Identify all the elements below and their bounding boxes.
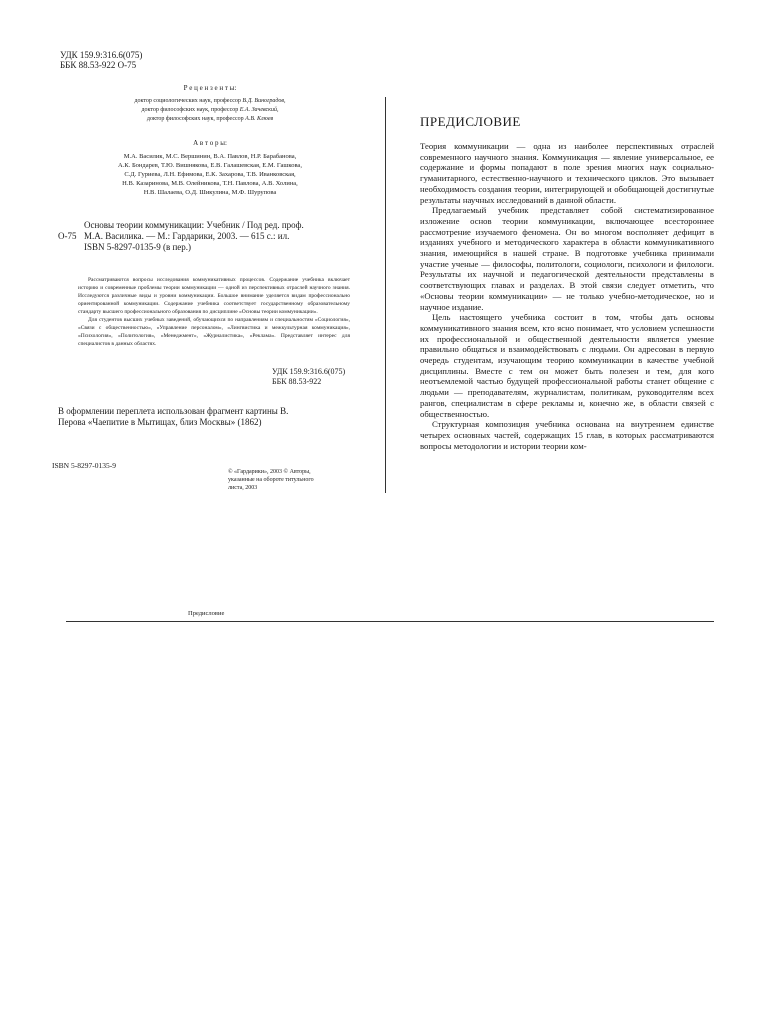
annotation-paragraph: Рассматриваются вопросы исследования коммуникативных процессов. Содержание учебника включает историю и современные проблемы теории коммуникации — одной из перспективных отраслей научного знания. Исследуются различные виды и уровни коммуникации. Большое внимание уделяется видам профессионально ориентированной коммуникации. Содержание учебника соответствует государственному образовательному стандарту высшего профессионального образования по дисциплине «Основы теории коммуникации». bbox=[78, 277, 350, 315]
cover-note bbox=[58, 406, 358, 428]
annotation bbox=[78, 276, 350, 348]
page-divider bbox=[385, 97, 386, 493]
reviewer-name: Е.А. Зачевский, bbox=[239, 107, 279, 113]
authors-heading: А в т о р ы: bbox=[193, 139, 227, 147]
reviewer-line bbox=[60, 97, 360, 106]
cover-note-line: В оформлении переплета использован фрагмент картины В. bbox=[58, 406, 289, 416]
annotation-paragraph: Для студентов высших учебных заведений, обучающихся по направлениям и специальностям «Социология», «Связи с общественностью», «Управление персоналом», «Лингвистика и межкультурная коммуникация», «Психология», «Политология», «Менеджмент», «Журналистика», «Реклама». Представляет интерес для специалистов в данных областях. bbox=[78, 317, 350, 347]
authors-line: А.К. Бондарев, Т.Ю. Вишнякова, Е.В. Галашевская, Е.М. Гашкова, bbox=[118, 162, 302, 169]
preface-paragraph: Структурная композиция учебника основана на внутреннем единстве четырех основных частей, содержащих 15 глав, в которых рассматриваются вопросы методологии и истории теории ком- bbox=[420, 419, 714, 451]
authors-line: М.А. Василик, М.С. Вершинин, В.А. Павлов, Н.Р. Барабанова, bbox=[123, 153, 297, 160]
biblio-title-line: Основы теории коммуникации: Учебник / Под ред. проф. bbox=[84, 220, 304, 230]
authors-list bbox=[70, 152, 350, 197]
reviewer-line bbox=[60, 106, 360, 115]
copyright-line: указанные на обороте титульного bbox=[228, 477, 314, 483]
reviewer-name: А.В. Клюев bbox=[245, 116, 274, 122]
biblio-isbn-line: ISBN 5-8297-0135-9 (в пер.) bbox=[84, 242, 192, 252]
authors-line: С.Д. Гуриева, Л.Н. Ефимова, Е.К. Захарова, Т.В. Иванковская, bbox=[124, 171, 296, 178]
reviewer-role: доктор социологических наук, профессор bbox=[134, 98, 241, 104]
cover-note-line: Перова «Чаепитие в Мытищах, близ Москвы» (1862) bbox=[58, 417, 262, 427]
reviewer-role: доктор философских наук, профессор bbox=[141, 107, 239, 113]
reviewer-line bbox=[60, 115, 360, 124]
reviewer-name: В.Д. Виноградов, bbox=[242, 98, 286, 104]
running-footer: Предисловие bbox=[188, 610, 225, 617]
reviewers-list bbox=[60, 97, 360, 124]
udk-repeat-block bbox=[272, 367, 345, 387]
footer-rule bbox=[66, 621, 714, 622]
author-mark: О-75 bbox=[58, 231, 77, 241]
udk-block bbox=[60, 50, 142, 70]
copyright-line: листа, 2003 bbox=[228, 485, 258, 491]
udk-line: УДК 159.9:316.6(075) bbox=[272, 367, 346, 376]
bbk-line: ББК 88.53-922 bbox=[272, 377, 322, 386]
authors-line: Н.В. Казаринова, М.В. Олейникова, Т.Н. Павлова, А.В. Холина, bbox=[122, 180, 298, 187]
copyright-notice bbox=[228, 468, 338, 492]
copyright-line: © «Гардарики», 2003 © Авторы, bbox=[228, 469, 311, 475]
bbk-line: ББК 88.53-922 О-75 bbox=[60, 60, 137, 70]
preface-paragraph: Цель настоящего учебника состоит в том, чтобы дать основы коммуникативного знания всем, кто ясно понимает, что условием успешности их профессиональной и общественной деятельности является умение правильно общаться и взаимодействовать с людьми. Он адресован в первую очередь студентам, изучающим теорию коммуникации в качестве учебной дисциплины. Вместе с тем он может быть полезен и тем, для кого неотъемлемой частью будущей профессиональной работы станет общение с людьми — преподавателям, журналистам, политикам, руководителям всех рангов, специалистам в сфере рекламы и, конечно же, в области связей с общественностью. bbox=[420, 312, 714, 419]
reviewers-heading: Р е ц е н з е н т ы: bbox=[183, 84, 237, 92]
reviewer-role: доктор философских наук, профессор bbox=[146, 116, 244, 122]
bibliographic-record bbox=[84, 220, 354, 253]
preface-body bbox=[420, 141, 714, 451]
isbn: ISBN 5-8297-0135-9 bbox=[52, 461, 116, 470]
authors-line: Н.В. Шалаева, О.Д. Шикулина, М.Ф. Шурупова bbox=[143, 189, 277, 196]
biblio-editor-line: М.А. Василика. — М.: Гардарики, 2003. — 615 с.: ил. bbox=[84, 231, 290, 241]
preface-title: ПРЕДИСЛОВИЕ bbox=[420, 114, 521, 129]
preface-paragraph: Предлагаемый учебник представляет собой систематизированное изложение основ теории коммуникации, включающее всестороннее рассмотрение изучаемого феномена. Он во многом восполняет дефицит в изданиях учебного и методического характера в области коммуникативного знания, имеющийся в нашей стране. В подготовке учебника принимали участие ученые — философы, политологи, социологи, психологи и филологи. Результаты их научной и педагогической деятельности представлены в соответствующих главах и разделах. В этой связи следует отметить, что «Основы теории коммуникации» — не только учебно-методическое, но и научное издание. bbox=[420, 205, 714, 312]
udk-line: УДК 159.9:316.6(075) bbox=[60, 50, 143, 60]
preface-paragraph: Теория коммуникации — одна из наиболее перспективных отраслей современного научного знания. Коммуникация — явление универсальное, ее содержание и формы попадают в поле зрения многих наук социально-гуманитарного, естественно-научного и технического циклов. Это вызывает необходимость создания теории, интегрирующей и обобщающей достигнутые результаты научных исследований в данной области. bbox=[420, 141, 714, 205]
